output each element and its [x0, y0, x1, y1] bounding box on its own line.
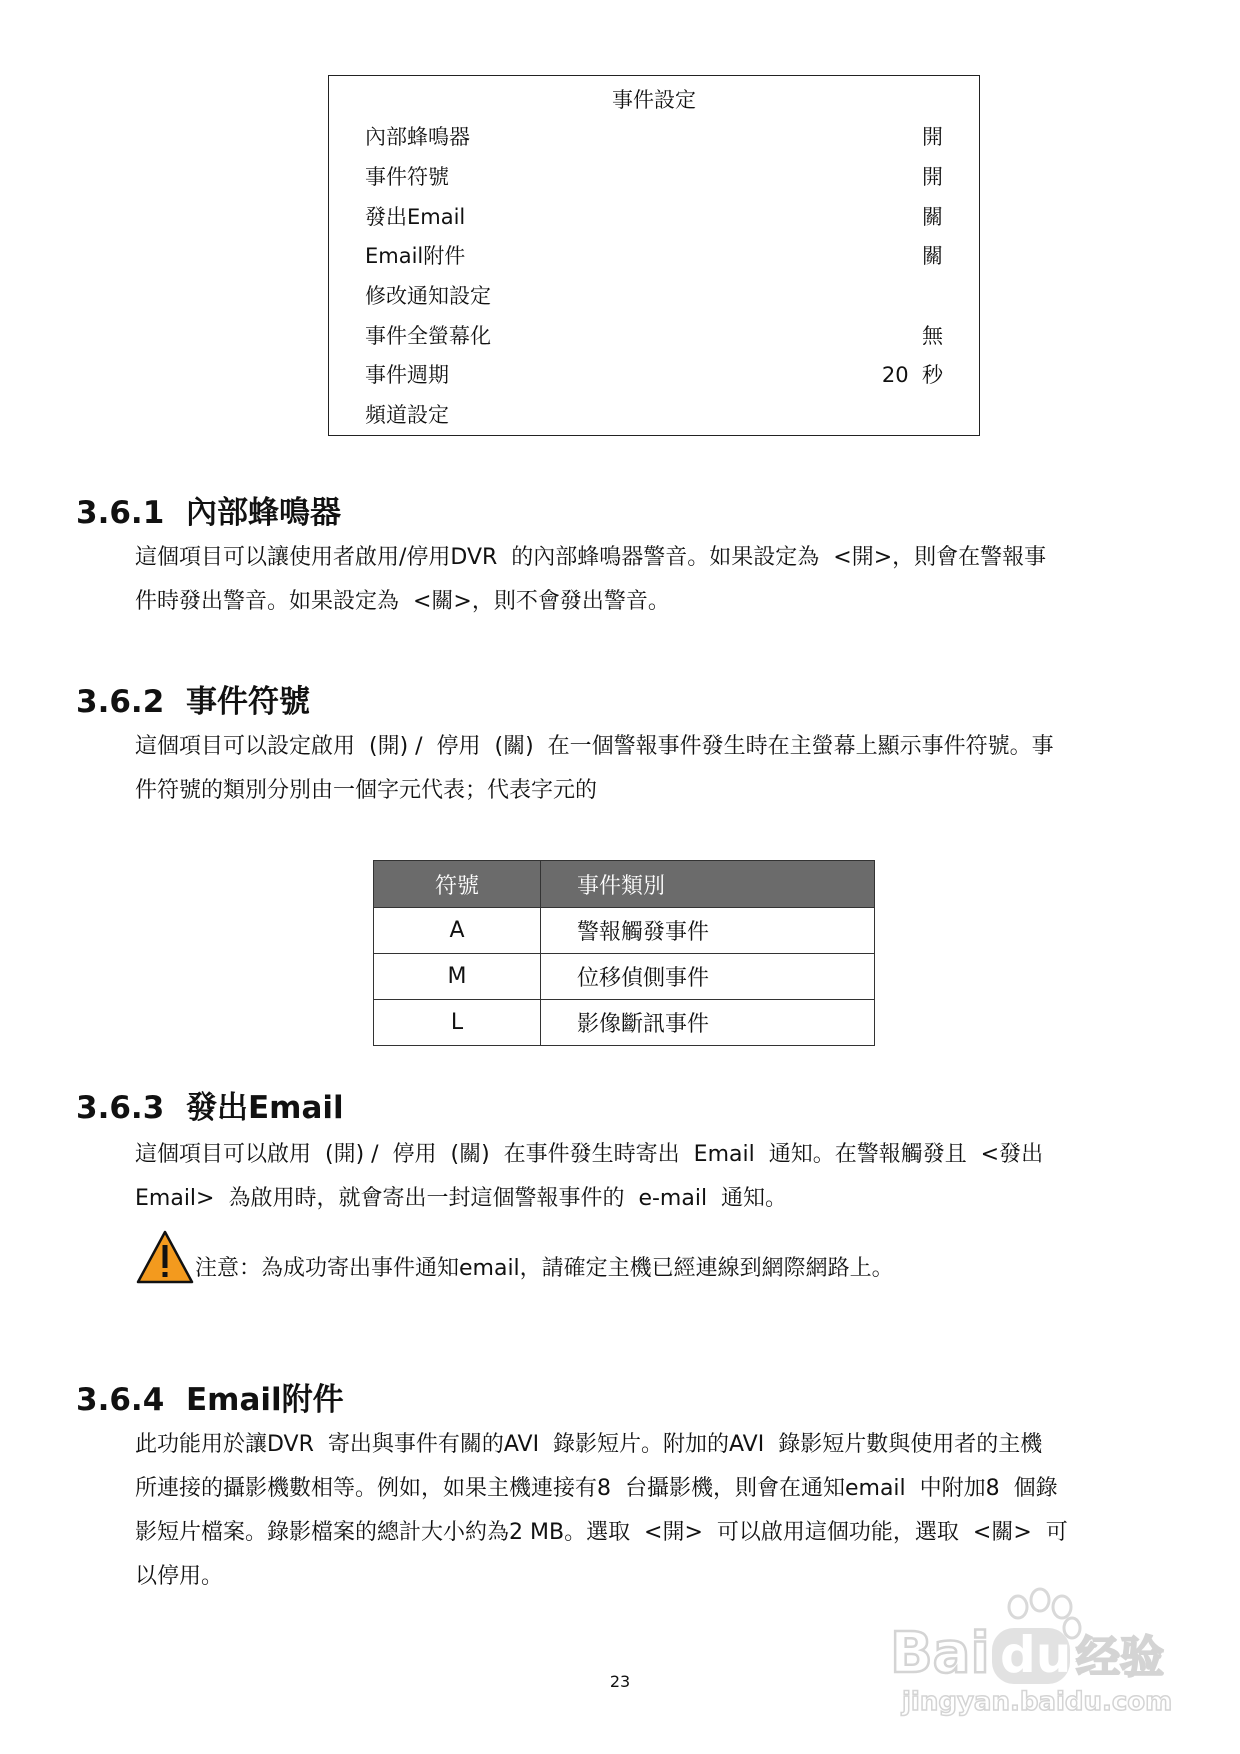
section-title: 內部蜂鳴器 — [186, 495, 341, 531]
symbol-cell: L — [374, 1000, 541, 1046]
section-title: 事件符號 — [186, 684, 310, 720]
menu-row-value: 關 — [922, 244, 943, 268]
note-text: 注意：為成功寄出事件通知email，請確定主機已經連線到網際網路上。 — [195, 1256, 894, 1281]
paragraph-line: 這個項目可以讓使用者啟用/停用DVR 的內部蜂鳴器警音。如果設定為 <開>，則會在警報事 — [135, 545, 1047, 570]
menu-title: 事件設定 — [612, 88, 696, 112]
menu-row-label: 事件符號 — [365, 165, 449, 189]
section-heading-3-6-2 — [76, 676, 310, 721]
menu-row-label: 內部蜂鳴器 — [365, 125, 470, 149]
symbol-cell: A — [374, 908, 541, 954]
menu-row-value: 關 — [922, 205, 943, 229]
menu-row-event-symbol — [365, 155, 943, 195]
menu-row-value: 無 — [922, 324, 943, 348]
menu-row-value: 20 秒 — [881, 363, 943, 387]
table-row — [374, 954, 875, 1000]
menu-row-value: 開 — [922, 125, 943, 149]
menu-row-buzzer — [365, 115, 943, 155]
section-paragraph — [135, 536, 1170, 624]
section-title: 發出Email — [186, 1090, 344, 1126]
section-paragraph — [135, 725, 1170, 813]
table-row — [374, 1000, 875, 1046]
paragraph-line: 這個項目可以設定啟用 (開) / 停用 (關) 在一個警報事件發生時在主螢幕上顯示事件符號。事 — [135, 734, 1054, 759]
svg-text:jingyan.baidu.com: jingyan.baidu.com — [902, 1687, 1173, 1717]
paragraph-line: 影短片檔案。錄影檔案的總計大小約為2 MB。選取 <開> 可以啟用這個功能，選取 <關> 可 — [135, 1520, 1068, 1545]
page-number: 23 — [609, 1672, 631, 1691]
paragraph-line: 以停用。 — [135, 1564, 224, 1589]
menu-row-label: 發出Email — [365, 205, 466, 229]
section-number: 3.6.3 — [76, 1090, 165, 1126]
menu-row-label: 修改通知設定 — [365, 284, 491, 308]
section-heading-3-6-1 — [76, 487, 341, 532]
section-title: Email附件 — [186, 1382, 344, 1418]
event-symbol-table — [373, 860, 875, 1046]
baidu-watermark-logo — [880, 1580, 1180, 1720]
svg-text:du: du — [1000, 1626, 1072, 1684]
warning-note — [135, 1229, 1135, 1285]
warning-icon — [135, 1229, 195, 1285]
menu-row-channel-settings — [365, 393, 943, 433]
paragraph-line: 件時發出警音。如果設定為 <關>，則不會發出警音。 — [135, 589, 670, 614]
section-number: 3.6.4 — [76, 1382, 165, 1418]
menu-row-event-period — [365, 353, 943, 393]
menu-row-label: 頻道設定 — [365, 403, 449, 427]
symbol-cell: M — [374, 954, 541, 1000]
paragraph-line: 所連接的攝影機數相等。例如，如果主機連接有8 台攝影機，則會在通知email 中附加8 個錄 — [135, 1476, 1058, 1501]
paragraph-line: 件符號的類別分別由一個字元代表；代表字元的 — [135, 778, 598, 803]
paragraph-line: 此功能用於讓DVR 寄出與事件有關的AVI 錄影短片。附加的AVI 錄影短片數與使用者的主機 — [135, 1432, 1043, 1457]
svg-text:经验: 经验 — [1076, 1632, 1164, 1683]
menu-row-send-email — [365, 195, 943, 235]
section-heading-3-6-4 — [76, 1374, 344, 1419]
event-settings-menu — [328, 75, 980, 436]
event-type-cell: 位移偵側事件 — [541, 954, 875, 1000]
section-heading-3-6-3 — [76, 1082, 344, 1127]
column-header-event-type: 事件類別 — [541, 861, 875, 908]
table-header-row — [374, 861, 875, 908]
paragraph-line: Email> 為啟用時，就會寄出一封這個警報事件的 e-mail 通知。 — [135, 1186, 788, 1211]
svg-text:Bai: Bai — [890, 1621, 990, 1686]
section-number: 3.6.2 — [76, 684, 165, 720]
section-paragraph — [135, 1133, 1170, 1221]
section-paragraph — [135, 1423, 1170, 1599]
table-row — [374, 908, 875, 954]
event-type-cell: 影像斷訊事件 — [541, 1000, 875, 1046]
menu-row-label: 事件週期 — [365, 363, 449, 387]
event-type-cell: 警報觸發事件 — [541, 908, 875, 954]
menu-row-label: Email附件 — [365, 244, 466, 268]
menu-row-value: 開 — [922, 165, 943, 189]
section-number: 3.6.1 — [76, 495, 165, 531]
menu-row-label: 事件全螢幕化 — [365, 324, 491, 348]
menu-row-fullscreen — [365, 314, 943, 354]
menu-row-notify-settings — [365, 274, 943, 314]
paragraph-line: 這個項目可以啟用 (開) / 停用 (關) 在事件發生時寄出 Email 通知。在警報觸發且 <發出 — [135, 1142, 1044, 1167]
column-header-symbol: 符號 — [374, 861, 541, 908]
menu-row-email-attachment — [365, 234, 943, 274]
